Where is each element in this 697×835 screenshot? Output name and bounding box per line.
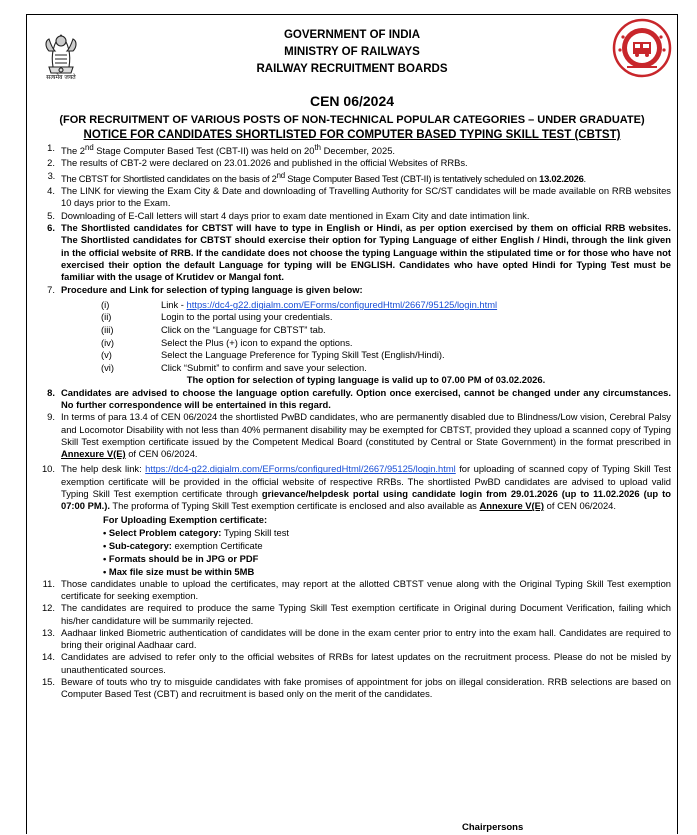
annexure-reference: Annexure V(E) <box>479 500 545 512</box>
list-item: 10. The help desk link: https://dc4-g22.digialm.com/EForms/configuredHtml/2667/95125/login.html for uploading of scanned copy of Typing Skill Test exemption certificate will be provided in the official website of respective RRBs. The shortlisted PwBD candidates are advised to upload valid Typing Skill Test exemption certificate through grievance/helpdesk portal using candidate login from 29.01.2026 (up to 11.02.2026 (up to 07:00 PM.). The proforma of Typing Skill Test exemption certificate is enclosed and also available as Annexure V(E) of CEN 06/2024. For Uploading Exemption certificate: • Select Problem category: Typing Skill test • Sub-category: exemption Certificate • Formats should be in JPG or PDF • Max file size must be within 5MB <box>41 463 671 577</box>
language-selection-steps <box>61 299 671 375</box>
notice-subtitle: (FOR RECRUITMENT OF VARIOUS POSTS OF NON-TECHNICAL POPULAR CATEGORIES – UNDER GRADUATE) <box>59 114 645 126</box>
list-item: 9. In terms of para 13.4 of CEN 06/2024 the shortlisted PwBD candidates, who are permanently disabled due to Blindness/Low vision, Cerebral Palsy and Locomotor Disability with not less than 40% permanent disability may be exempted for CBTST, provided they upload a scanned copy of Typing Skill Test exemption certificate issued by the Competent Medical Board (constituted by Central or State Government) in the format prescribed in Annexure V(E) of CEN 06/2024. <box>47 411 671 460</box>
list-item: 15. Beware of touts who try to misguide candidates with fake promises of appointment for jobs on illegal consideration. RRB selections are based on Computer Based Test (CBT) and recruitment is based only on the merit of the candidates. <box>41 676 671 700</box>
list-item: 6. The Shortlisted candidates for CBTST will have to type in English or Hindi, as per option exercised by them on official RRB websites. The Shortlisted candidates for CBTST should exercise their option for Typing Language of either English / Hindi, through the link given in the official website of RRB. If the candidate does not choose the typing Language within the stipulated time or for those who have not exercised their option the default Language for typing will be ENGLISH. Candidates who have opted Hindi for Typing Test must be familiar with the usage of Krutidev or Mangal font. <box>47 222 671 283</box>
step-item: (ii) Login to the portal using your credentials. <box>101 311 333 323</box>
step-item: (v) Select the Language Preference for Typing Skill Test (English/Hindi). <box>101 349 445 361</box>
help-desk-link[interactable]: https://dc4-g22.digialm.com/EForms/configuredHtml/2667/95125/login.html <box>145 463 456 475</box>
ministry-line: MINISTRY OF RAILWAYS <box>284 46 420 58</box>
issuing-authority <box>27 27 677 78</box>
indian-railways-logo-icon <box>611 17 673 79</box>
step-item: (iv) Select the Plus (+) icon to expand the options. <box>101 336 353 348</box>
exemption-upload-instructions: For Uploading Exemption certificate: • Select Problem category: Typing Skill test • Sub-category: exemption Certificate • Formats should be in JPG or PDF • Max file size must be within 5MB <box>103 513 290 577</box>
list-item: 14. Candidates are advised to refer only to the official websites of RRBs for latest updates on the recruitment process. Please do not be misled by unauthenticated sources. <box>41 651 671 675</box>
list-item: 11. Those candidates unable to upload the certificates, may report at the allotted CBTST venue along with the Original Typing Skill Test exemption certificate for seeking exemption. <box>42 577 671 601</box>
list-item: 4. The LINK for viewing the Exam City & Date and downloading of Travelling Authority for SC/ST candidates will be made available on RRB websites 10 days prior to the Exam. <box>47 185 671 209</box>
cen-number: CEN 06/2024 <box>309 93 395 109</box>
signature-chairpersons: Chairpersons <box>462 822 524 833</box>
notice-title: NOTICE FOR CANDIDATES SHORTLISTED FOR COMPUTER BASED TYPING SKILL TEST (CBTST) <box>83 129 621 141</box>
list-item: 1. The 2nd Stage Computer Based Test (CBT-II) was held on 20th December, 2025. <box>47 142 396 157</box>
notice-page <box>26 14 678 834</box>
list-item: 13. Aadhaar linked Biometric authentication of candidates will be done in the exam center prior to entry into the exam hall. Candidates are required to bring their original Aadhaar card. <box>41 626 671 651</box>
step-item: (iii) Click on the “Language for CBTST” tab. <box>101 324 326 335</box>
list-item: 3. The CBTST for Shortlisted candidates on the basis of 2nd Stage Computer Based Test (CBT-II) is tentatively scheduled on 13.02.2026. <box>47 169 586 184</box>
list-item: 2. The results of CBT-2 were declared on 23.01.2026 and published in the official Websites of RRBs. <box>47 157 468 169</box>
rrb-line: RAILWAY RECRUITMENT BOARDS <box>256 63 448 75</box>
notice-items <box>27 142 677 701</box>
annexure-reference: Annexure V(E) <box>61 448 126 460</box>
validity-note: The option for selection of typing language is valid up to 07.00 PM of 03.02.2026. <box>186 374 546 386</box>
list-item: 7. Procedure and Link for selection of typing language is given below: (i) Link - https://dc4-g22.digialm.com/EForms/configuredHtml/2667/95125/login.html (ii) Login to the portal using your credentials. (iii) Click on the “Language for CBTST” tab. (iv) Select the Plus (+) icon to expand the options. (v) Select the Language Preference for Typing Skill Test (English/Hindi). (vi) Click “Submit” to confirm and save your selection. The option for selection of typing language is valid up to 07.00 PM of 03.02.2026. <box>27 284 677 387</box>
list-item: 12. The candidates are required to produce the same Typing Skill Test exemption certificate in Original during Document Verification, failing which his/her candidature will be summarily rejected. <box>41 602 671 626</box>
list-item: 8. Candidates are advised to choose the language option carefully. Option once exercised, cannot be changed under any circumstances. No further correspondence will be entertained in this regard. <box>47 386 671 410</box>
emblem-motto: सत्यमेव जयते <box>46 74 76 81</box>
gov-line: GOVERNMENT OF INDIA <box>283 29 421 41</box>
step-item: (vi) Click “Submit” to confirm and save your selection. <box>101 361 367 373</box>
letterhead <box>27 15 677 93</box>
typing-language-link[interactable]: https://dc4-g22.digialm.com/EForms/configuredHtml/2667/95125/login.html <box>186 298 498 310</box>
step-item: (i) Link - https://dc4-g22.digialm.com/EForms/configuredHtml/2667/95125/login.html <box>101 298 498 310</box>
list-item: 5. Downloading of E-Call letters will start 4 days prior to exam date mentioned in Exam City and date intimation link. <box>47 209 530 221</box>
